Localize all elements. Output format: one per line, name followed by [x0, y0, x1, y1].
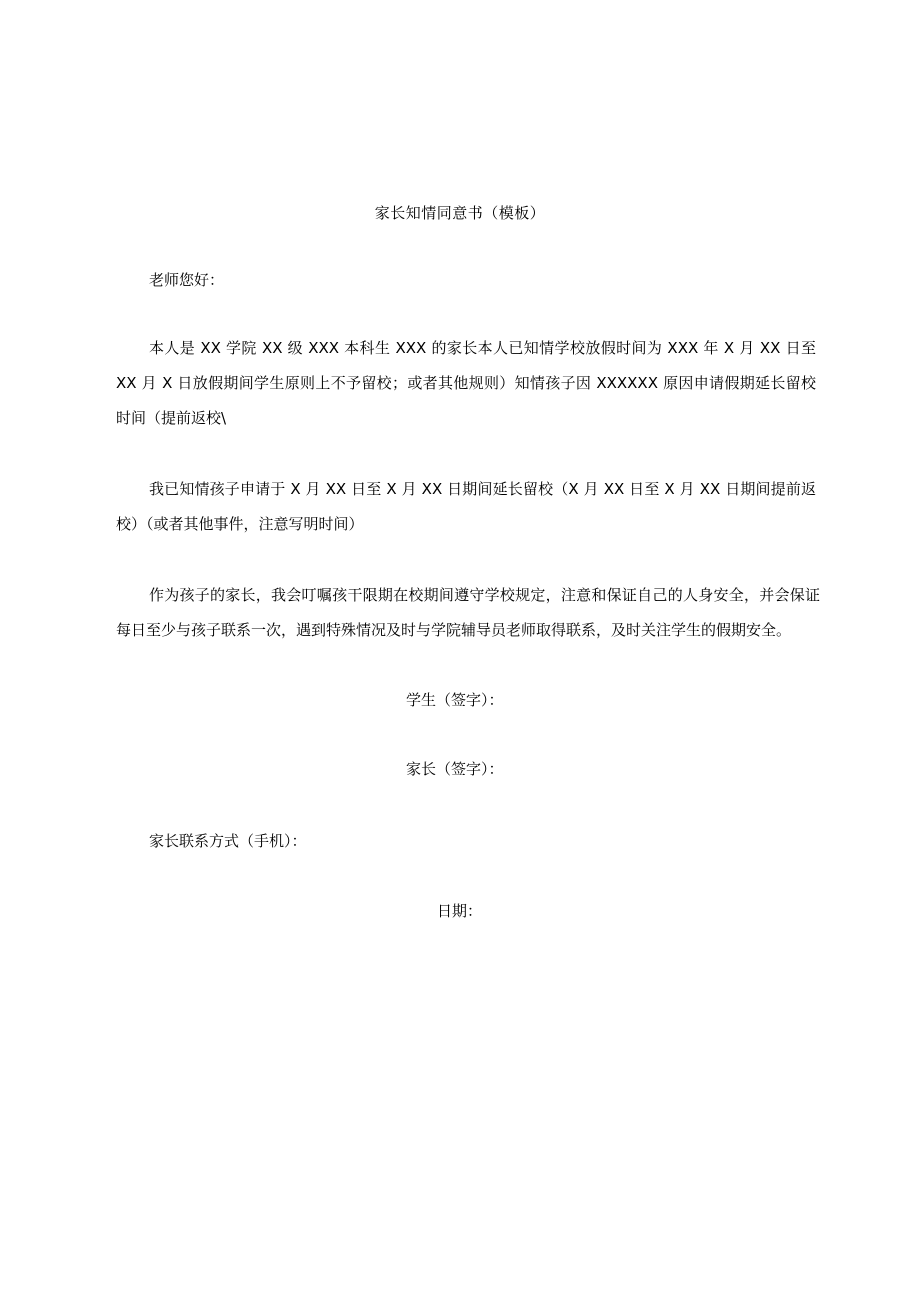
document-title: 家长知情同意书（模板）: [374, 204, 546, 222]
paragraph-student-info: 本人是 XX 学院 XX 级 XXX 本科生 XXX 的家长本人已知情学校放假时间为 XXX 年 X 月 XX 日至 XX 月 X 日放假期间学生原则上不予留校；或者其他规则）知情孩子因 XXXXXX 原因申请假期延长留校时间（提前返校\: [116, 339, 816, 427]
parent-contact-label: 家长联系方式（手机）：: [149, 832, 307, 850]
greeting-text: 老师您好：: [149, 271, 225, 289]
date-label: 日期：: [437, 902, 483, 920]
paragraph-stay-period: 我已知情孩子申请于 X 月 XX 日至 X 月 XX 日期间延长留校（X 月 XX 日至 X 月 XX 日期间提前返校）（或者其他事件，注意写明时间）: [116, 480, 816, 533]
parent-signature-label: 家长（签字）：: [406, 760, 504, 778]
student-signature-label: 学生（签字）：: [406, 691, 504, 709]
paragraph-parent-pledge: 作为孩子的家长，我会叮嘱孩干限期在校期间遵守学校规定，注意和保证自己的人身安全，并会保证每日至少与孩子联系一次，遇到特殊情况及时与学院辅导员老师取得联系，及时关注学生的假期安全。: [116, 586, 820, 639]
